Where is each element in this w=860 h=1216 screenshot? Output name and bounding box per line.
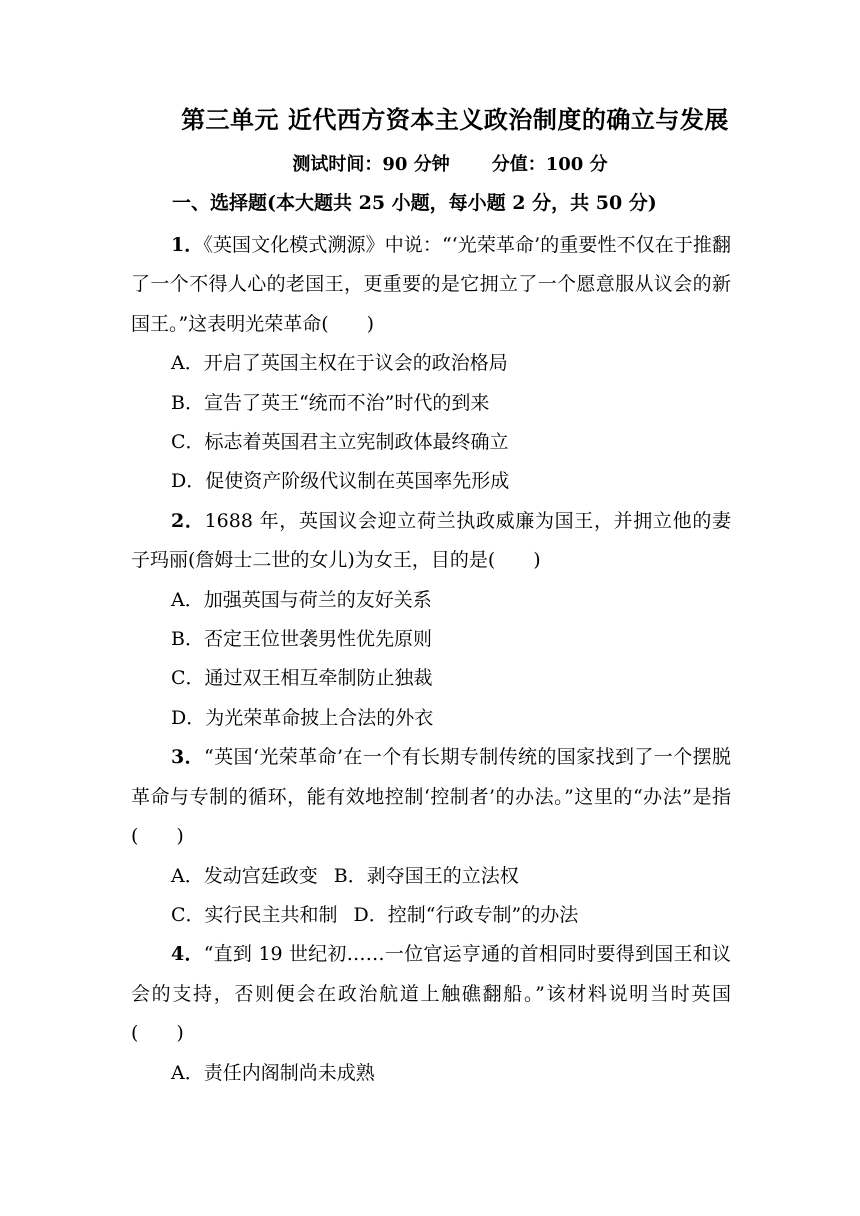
question-number: 4．: [171, 943, 204, 966]
question-stem: [131, 738, 731, 856]
question-stem: [131, 502, 731, 581]
test-info: [0, 150, 860, 176]
question-number: 3．: [171, 746, 205, 769]
question-stem: [131, 935, 731, 1053]
question-option: D．为光荣革命披上合法的外衣: [171, 706, 434, 729]
question-option: D．控制“行政专制”的办法: [353, 903, 579, 926]
question-option: B．宣告了英王“统而不治”时代的到来: [171, 391, 490, 414]
question-option: A．加强英国与荷兰的友好关系: [171, 588, 432, 611]
question-number: 2．: [171, 509, 205, 532]
test-time: 测试时间：90 分钟: [292, 154, 450, 175]
question-option: C．通过双王相互牵制防止独裁: [171, 667, 433, 690]
question-text: 《英国文化模式溯源》中说：“‘光荣革命’的重要性不仅在于推翻了一个不得人心的老国王，更重要的是它拥立了一个愿意服从议会的新国王。”这表明光荣革命( ): [131, 234, 731, 335]
question-option: C．实行民主共和制: [171, 903, 338, 926]
question-option: B．否定王位世袭男性优先原则: [171, 628, 432, 651]
question-text: 1688 年，英国议会迎立荷兰执政威廉为国王，并拥立他的妻子玛丽(詹姆士二世的女儿)为女王，目的是( ): [131, 509, 731, 572]
question-option: A．开启了英国主权在于议会的政治格局: [171, 352, 508, 375]
question-list: [131, 226, 731, 1093]
document-title: 第三单元 近代西方资本主义政治制度的确立与发展: [181, 105, 729, 134]
question-option: A．发动宫廷政变: [171, 864, 318, 887]
question-number: 1．: [171, 234, 204, 256]
question-text: “直到 19 世纪初……一位官运亨通的首相同时要得到国王和议会的支持，否则便会在政治航道上触礁翻船。”该材料说明当时英国( ): [131, 943, 731, 1045]
section-heading: 一、选择题(本大题共 25 小题，每小题 2 分，共 50 分): [172, 192, 657, 214]
question-option: B．剥夺国王的立法权: [333, 864, 519, 887]
question-option: C．标志着英国君主立宪制政体最终确立: [171, 431, 509, 454]
question-option-row: [131, 857, 731, 896]
question-option: D．促使资产阶级代议制在英国率先形成: [171, 470, 510, 493]
test-score: 分值：100 分: [491, 154, 608, 175]
question-stem: [131, 226, 731, 344]
question-option: A．责任内阁制尚未成熟: [171, 1061, 375, 1084]
question-text: “英国‘光荣革命’在一个有长期专制传统的国家找到了一个摆脱革命与专制的循环，能有效地控制‘控制者’的办法。”这里的“办法”是指( ): [131, 746, 731, 848]
question-option-row: [131, 896, 731, 935]
